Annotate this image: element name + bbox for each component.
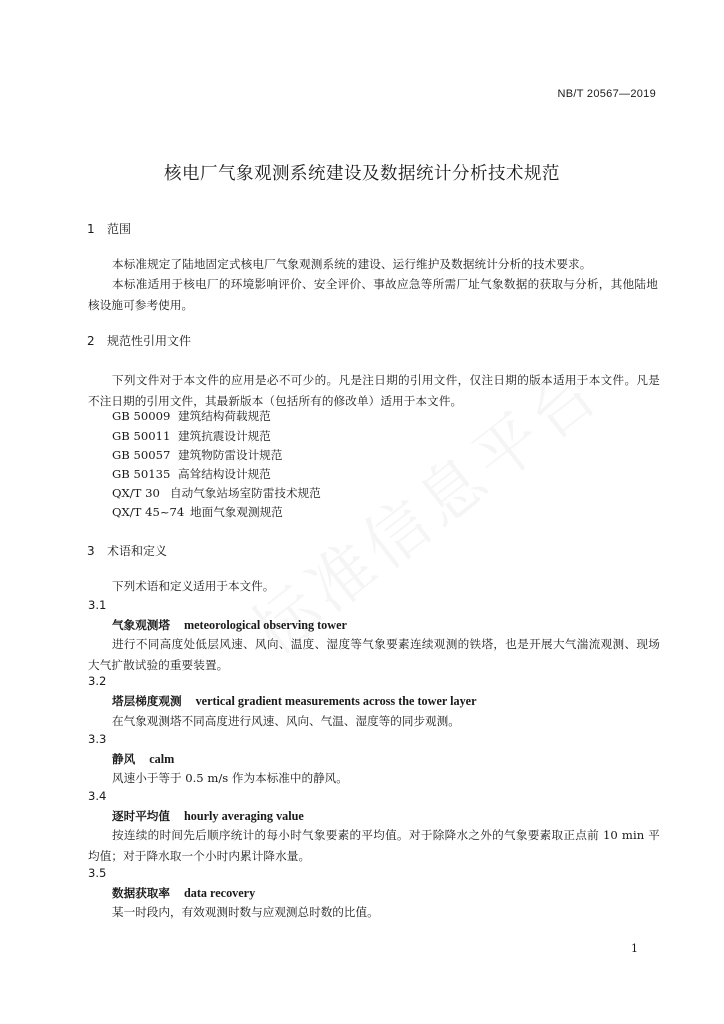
term-chinese: 气象观测塔: [112, 618, 170, 632]
term-english: meteorological observing tower: [183, 618, 347, 632]
reference-title: 建筑结构荷载规范: [178, 409, 271, 423]
reference-item: [112, 485, 321, 501]
term-number: 3.2: [88, 674, 107, 688]
reference-title: 建筑物防雷设计规范: [178, 448, 283, 462]
reference-code: GB 50135: [112, 467, 171, 481]
term-definition: 风速小于等于 0.5 m/s 作为本标准中的静风。: [112, 771, 348, 785]
reference-item: [112, 447, 282, 463]
section-title: 规范性引用文件: [107, 334, 192, 348]
section-number: 2: [87, 334, 95, 348]
term-heading: [112, 808, 304, 824]
term-number: 3.5: [88, 866, 107, 880]
section-1-heading: [87, 220, 131, 237]
term-definition: 按连续的时间先后顺序统计的每小时气象要素的平均值。对于除降水之外的气象要素取正点前 10 min 平均值；对于降水取一个小时内累计降水量。: [88, 828, 660, 863]
reference-item: [112, 408, 271, 424]
term-chinese: 静风: [112, 752, 136, 766]
term-chinese: 逐时平均值: [112, 809, 170, 823]
reference-title: 建筑抗震设计规范: [178, 429, 271, 443]
reference-code: QX/T 45~74: [112, 505, 185, 519]
document-title: 核电厂气象观测系统建设及数据统计分析技术规范: [164, 164, 560, 184]
section-title: 范围: [107, 222, 132, 236]
section-1-paragraph-2: 本标准适用于核电厂的环境影响评价、安全评价、事故应急等所需厂址气象数据的获取与分析，其他陆地核设施可参考使用。: [88, 277, 658, 312]
term-chinese: 塔层梯度观测: [112, 694, 182, 708]
section-2-heading: [87, 332, 191, 349]
section-title: 术语和定义: [107, 544, 168, 558]
term-definition: 在气象观测塔不同高度进行风速、风向、气温、湿度等的同步观测。: [112, 714, 460, 728]
reference-title: 地面气象观测规范: [190, 505, 283, 519]
section-3-intro: 下列术语和定义适用于本文件。: [112, 579, 275, 593]
section-3-heading: [87, 542, 167, 559]
term-heading: [112, 751, 174, 767]
term-number: 3.4: [88, 789, 107, 803]
reference-item: [112, 504, 283, 520]
reference-code: GB 50011: [112, 429, 171, 443]
term-number: 3.1: [88, 598, 107, 612]
term-english: calm: [149, 752, 175, 766]
term-english: data recovery: [183, 886, 256, 900]
term-english: hourly averaging value: [183, 809, 304, 823]
reference-code: GB 50009: [112, 409, 171, 423]
page-number: 1: [631, 942, 638, 955]
term-heading: [112, 885, 255, 901]
section-number: 3: [87, 544, 95, 558]
term-heading: [112, 693, 477, 709]
term-definition: 进行不同高度处低层风速、风向、温度、湿度等气象要素连续观测的铁塔，也是开展大气湍流观测、现场大气扩散试验的重要装置。: [88, 637, 660, 672]
section-2-intro: 下列文件对于本文件的应用是必不可少的。凡是注日期的引用文件，仅注日期的版本适用于本文件。凡是不注日期的引用文件，其最新版本（包括所有的修改单）适用于本文件。: [88, 373, 660, 408]
reference-code: GB 50057: [112, 448, 171, 462]
reference-title: 自动气象站场室防雷技术规范: [170, 486, 321, 500]
reference-title: 高耸结构设计规范: [178, 467, 271, 481]
term-heading: [112, 617, 347, 633]
reference-item: [112, 466, 271, 482]
section-number: 1: [87, 222, 95, 236]
term-english: vertical gradient measurements across the tower layer: [195, 694, 477, 708]
reference-code: QX/T 30: [112, 486, 160, 500]
section-1-paragraph-1: 本标准规定了陆地固定式核电厂气象观测系统的建设、运行维护及数据统计分析的技术要求。: [112, 257, 592, 271]
standard-code: NB/T 20567—2019: [557, 88, 656, 100]
reference-item: [112, 428, 271, 444]
term-definition: 某一时段内，有效观测时数与应观测总时数的比值。: [112, 905, 379, 919]
term-chinese: 数据获取率: [112, 886, 170, 900]
term-number: 3.3: [88, 732, 107, 746]
